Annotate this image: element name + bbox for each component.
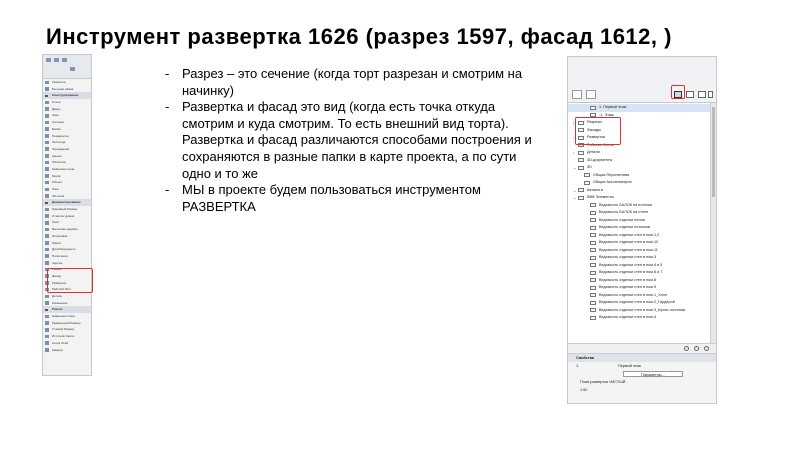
toolbox-item[interactable]: Линейный Размер <box>43 206 91 213</box>
tree-item-label: Ведомость отделки стен в пом.8 <box>599 277 657 282</box>
tree-item[interactable] <box>568 172 716 180</box>
delete-icon[interactable] <box>704 346 709 351</box>
toolbox-item[interactable]: Изменение <box>43 300 91 307</box>
property-row <box>568 386 716 394</box>
toolbox-item[interactable]: Сетка Осей <box>43 340 91 347</box>
tree-item[interactable] <box>568 194 716 202</box>
navigator-header <box>568 57 716 103</box>
tree-item-label: BBB Элементы <box>587 195 614 199</box>
tree-item[interactable] <box>568 307 716 315</box>
toolbox-item[interactable]: Оболочка <box>43 159 91 166</box>
tree-item[interactable] <box>568 217 716 225</box>
highlight-section-tools <box>47 268 93 293</box>
properties-header[interactable]: Свойства <box>568 354 716 362</box>
toolbox-marquee-icon[interactable] <box>54 58 59 62</box>
layout-book-icon[interactable] <box>698 91 706 98</box>
expand-toggle-icon[interactable]: › <box>573 135 575 140</box>
toolbox-group[interactable]: Разное <box>43 306 91 313</box>
tree-item-label: Ведомость отделки стен в пом.11 <box>599 247 658 252</box>
bullet-list <box>165 66 540 215</box>
toolbox-item[interactable]: Бегущая рамка <box>43 86 91 93</box>
tree-item[interactable] <box>568 232 716 240</box>
tree-item[interactable] <box>568 277 716 285</box>
navigator-bottom-bar <box>568 343 716 353</box>
toolbox-item[interactable]: Разрез <box>43 266 91 273</box>
toolbox-panel <box>42 54 92 376</box>
toolbox-item[interactable]: Зона <box>43 186 91 193</box>
tree-item-label: -1. Этаж <box>599 112 614 117</box>
folder-icon <box>590 308 596 312</box>
toolbox-item[interactable]: Развертка <box>43 280 91 287</box>
tree-item[interactable] <box>568 292 716 300</box>
tree-item-label: Каталоги <box>587 187 603 192</box>
toolbox-item[interactable]: Балка <box>43 126 91 133</box>
toolbox-item[interactable]: Рабочий Лист <box>43 286 91 293</box>
tree-item[interactable] <box>568 262 716 270</box>
tree-item[interactable] <box>568 187 716 195</box>
property-value: 1:50 <box>580 388 588 392</box>
folder-icon <box>590 241 596 245</box>
toolbox-item[interactable]: Стена <box>43 99 91 106</box>
folder-icon <box>578 158 584 162</box>
tree-item-label: Ведомость отделки стен в пом.10 <box>599 240 659 244</box>
tree-item-label: Ведомость отделки стен в пом.1,2 <box>599 232 660 237</box>
toolbox-item[interactable]: Фасад <box>43 273 91 280</box>
tree-item-label: Фасады <box>587 127 601 132</box>
folder-icon <box>590 233 596 237</box>
toolbox-item[interactable]: Полилиния <box>43 253 91 260</box>
expand-toggle-icon[interactable]: ⌄ <box>573 195 577 200</box>
navigator-back-icon[interactable] <box>572 90 582 99</box>
tree-item-label: Ведомость отделки стен в пом.6 и 7 <box>599 270 663 274</box>
toolbox-item[interactable]: Дуга/Окружность <box>43 246 91 253</box>
toolbox-item[interactable]: Дверь <box>43 106 91 113</box>
property-value: План-развертки ЧИСТЫЙ <box>580 380 626 384</box>
toolbox-group[interactable]: Документирование <box>43 199 91 206</box>
folder-icon <box>590 211 596 215</box>
slide-title: Инструмент развертка 1626 (разрез 1597, фасад 1612, ) <box>46 24 672 49</box>
tree-item[interactable] <box>568 149 716 157</box>
folder-icon <box>590 106 596 110</box>
new-folder-icon[interactable] <box>694 346 699 351</box>
expand-toggle-icon[interactable]: › <box>573 150 575 155</box>
tree-item[interactable] <box>568 164 716 172</box>
folder-icon <box>590 271 596 275</box>
toolbox-item[interactable]: Штриховка <box>43 233 91 240</box>
publisher-icon[interactable] <box>708 91 713 98</box>
tree-item[interactable] <box>568 269 716 277</box>
tree-item-label: Ведомость отделки стен в пом.4 и 5 <box>599 262 663 267</box>
tree-item-label: Ведомость БАЛОК на потолке <box>599 202 653 207</box>
property-label: 1. <box>576 364 580 368</box>
tree-item-label: Ведомость отделки потолков <box>599 225 651 229</box>
project-map-panel <box>567 56 717 404</box>
highlight-project-map-icon <box>671 85 685 99</box>
tree-item[interactable] <box>568 299 716 307</box>
settings-icon[interactable] <box>684 346 689 351</box>
folder-icon <box>590 203 596 207</box>
property-row <box>568 370 716 378</box>
tree-item-label: Общая Перспектива <box>593 172 630 177</box>
tree-item[interactable] <box>568 314 716 322</box>
toolbox-item[interactable]: Навесная стена <box>43 166 91 173</box>
tree-item[interactable] <box>568 179 716 187</box>
tree-item[interactable] <box>568 157 716 165</box>
toolbox-item[interactable]: Угловой Размер <box>43 326 91 333</box>
toolbox-item[interactable]: Объект <box>43 179 91 186</box>
toolbox-item[interactable]: Источник Света <box>43 333 91 340</box>
tree-item-label: Ведомость отделки стен в пом.3_Кухня-гостиная <box>599 307 686 312</box>
toolbox-magic-icon[interactable] <box>62 58 67 62</box>
tree-item[interactable] <box>568 202 716 210</box>
bullet-text: Разрез – это сечение (когда торт разрезан и смотрим на начинку) <box>182 66 523 98</box>
toolbox-filter-icon[interactable] <box>70 67 75 71</box>
folder-icon <box>590 293 596 297</box>
bullet-marker: - <box>165 182 170 198</box>
view-map-icon[interactable] <box>686 91 694 98</box>
folder-icon <box>590 226 596 230</box>
tree-item-label: Ведомость отделки стен в пом.3 <box>599 255 657 259</box>
tree-item-label: 3D <box>587 165 592 169</box>
folder-icon <box>578 166 584 170</box>
tree-item[interactable] <box>568 247 716 255</box>
tree-item-label: Общая Аксонометрия <box>593 180 632 184</box>
toolbox-item[interactable]: Выносная надпись <box>43 226 91 233</box>
folder-icon <box>584 173 590 177</box>
navigator-dropdown-icon[interactable] <box>586 90 596 99</box>
tree-scrollbar[interactable] <box>710 103 716 343</box>
bullet-marker: - <box>165 66 170 81</box>
toolbox-item[interactable]: Колонна <box>43 119 91 126</box>
folder-icon <box>590 218 596 222</box>
tree-item-label: Ведомость отделки стен в пом.9 <box>599 285 657 289</box>
tree-item-label: Разрезы <box>587 120 602 124</box>
tree-item[interactable] <box>568 104 716 112</box>
bullet-text: Развертка и фасад это вид (когда есть точка откуда смотрим и куда смотрим. То есть внешний вид торта). Развертка и фасад различаются способами построения и сохраняются в разные папки в карте проекта, а по сути одно и то же <box>182 99 532 181</box>
toolbox-item[interactable]: Отметка уровня <box>43 213 91 220</box>
tree-item-label: Развертки <box>587 135 605 139</box>
parameters-button[interactable]: Параметры... <box>623 371 683 377</box>
tree-item-label: Ведомость отделки стен в пом.1_Холл <box>599 292 668 297</box>
tree-item-label: Ведомость БАЛОК на стене <box>599 210 649 214</box>
folder-icon <box>590 248 596 252</box>
toolbox-item[interactable]: Текст <box>43 219 91 226</box>
folder-icon <box>590 316 596 320</box>
tree-item[interactable] <box>568 239 716 247</box>
folder-icon <box>590 263 596 267</box>
bullet-item <box>165 182 540 215</box>
property-value: Первый этаж <box>618 364 642 368</box>
bullet-item <box>165 66 540 99</box>
bullet-text: МЫ в проекте будем пользоваться инструментом РАЗВЕРТКА <box>182 182 481 214</box>
toolbox-item[interactable]: Радиальный Размер <box>43 320 91 327</box>
folder-icon <box>578 151 584 155</box>
toolbox-item[interactable]: Крыша <box>43 153 91 160</box>
toolbox-item[interactable]: 3D-сетка <box>43 193 91 200</box>
folder-icon <box>590 256 596 260</box>
toolbox-item[interactable]: Чертеж <box>43 260 91 267</box>
tree-item-label: 1. Первый этаж <box>599 105 627 109</box>
folder-icon <box>590 286 596 290</box>
toolbox-item[interactable]: Окно <box>43 112 91 119</box>
toolbox-list <box>43 79 91 353</box>
bullet-item <box>165 99 540 182</box>
toolbox-item[interactable]: Ограждение <box>43 146 91 153</box>
folder-icon <box>584 181 590 185</box>
folder-icon <box>590 278 596 282</box>
tree-item-label: Детали <box>587 150 600 154</box>
expand-toggle-icon[interactable]: ⌄ <box>573 187 577 193</box>
toolbox-group[interactable]: Конструирование <box>43 92 91 99</box>
toolbox-item[interactable]: Навесная Стена <box>43 313 91 320</box>
toolbox-arrow-icon[interactable] <box>46 58 51 62</box>
expand-toggle-icon[interactable]: › <box>573 120 575 125</box>
tree-item-label: Ведомость отделки полов <box>599 217 645 222</box>
toolbox-item[interactable]: Лестница <box>43 139 91 146</box>
toolbox-item[interactable]: Деталь <box>43 293 91 300</box>
toolbox-item[interactable]: Указатель <box>43 79 91 86</box>
toolbox-item[interactable]: Линия <box>43 240 91 247</box>
bullet-marker: - <box>165 99 170 115</box>
tree-item[interactable] <box>568 224 716 232</box>
folder-icon <box>578 188 584 192</box>
tree-item-label: Ведомость отделки стен в пом.4 <box>599 315 657 319</box>
tree-item-label: Ведомость отделки стен в пом.2_Гардероб <box>599 300 675 304</box>
tree-item-label: 3D-документы <box>587 157 613 162</box>
properties-panel <box>568 353 716 404</box>
tree-item[interactable] <box>568 209 716 217</box>
tree-item-label: Рабочие Листы <box>587 142 614 147</box>
tree-item[interactable] <box>568 254 716 262</box>
toolbox-item[interactable]: Перекрытие <box>43 133 91 140</box>
folder-icon <box>590 301 596 305</box>
toolbox-item[interactable]: Морф <box>43 173 91 180</box>
tree-item[interactable] <box>568 284 716 292</box>
property-row <box>568 378 716 386</box>
toolbox-item[interactable]: Камера <box>43 347 91 354</box>
highlight-folders <box>575 117 621 145</box>
toolbox-header <box>43 55 91 79</box>
folder-icon <box>578 196 584 200</box>
property-row <box>568 362 716 370</box>
expand-toggle-icon[interactable]: ⌄ <box>573 165 577 170</box>
